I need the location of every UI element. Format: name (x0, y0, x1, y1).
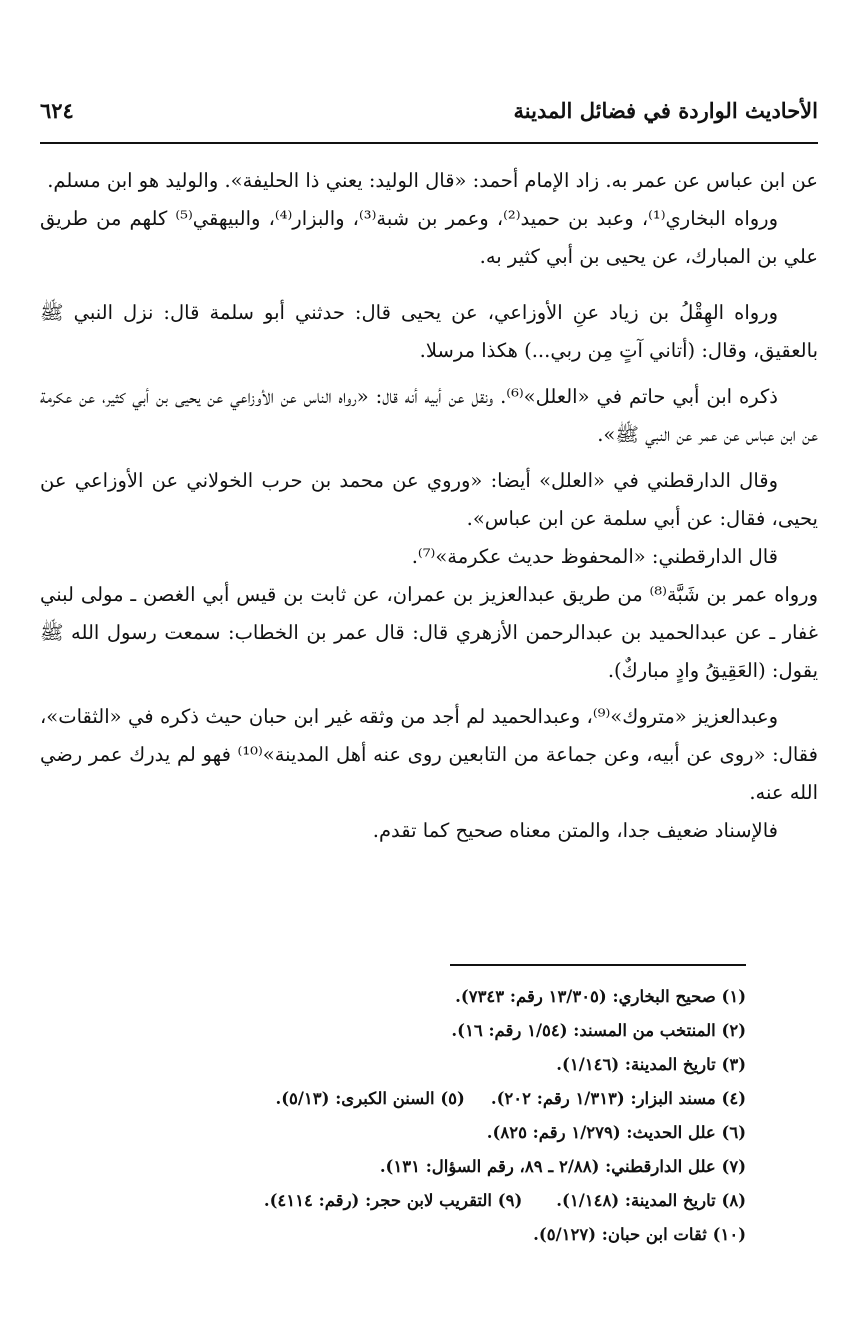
footnote-2: (٢) المنتخب من المسند: (١/٥٤ رقم: ١٦). (451, 1021, 746, 1040)
paragraph-6: قال الدارقطني: «المحفوظ حديث عكرمة»⁽⁷⁾. (411, 545, 778, 568)
paragraph-2: ورواه البخاري⁽¹⁾، وعبد بن حميد⁽²⁾، وعمر بن شبة⁽³⁾، والبزار⁽⁴⁾، والبيهقي⁽⁵⁾ كلهم من طريق علي بن المبارك، عن يحيى بن أبي كثير به. (40, 207, 818, 268)
footnote-row (40, 980, 746, 1014)
page-number: ٦٢٤ (40, 97, 74, 123)
header-rule (40, 142, 818, 144)
footnote-row (40, 1150, 746, 1184)
running-title: الأحاديث الواردة في فضائل المدينة (513, 97, 818, 123)
footnote-5: (٥) السنن الكبرى: (٥/١٣). (275, 1089, 465, 1108)
footnote-rule (450, 964, 746, 966)
paragraph-9: فالإسناد ضعيف جدا، والمتن معناه صحيح كما تقدم. (372, 819, 778, 842)
paragraph-3: ورواه الهِقْلُ بن زياد عنِ الأوزاعي، عن يحيى قال: حدثني أبو سلمة قال: نزل النبي ﷺ بالعقيق، وقال: (أتاني آتٍ مِن ربي...) هكذا مرسلا. (40, 301, 818, 362)
footnote-row (40, 1082, 746, 1116)
paragraph-7: ورواه عمر بن شَبَّة⁽⁸⁾ من طريق عبدالعزيز بن عمران، عن ثابت بن قيس أبي الغصن ـ مولى لبني غفار ـ عن عبدالحميد بن عبدالرحمن الأزهري قال: قال عمر بن الخطاب: سمعت رسول الله ﷺ يقول: (العَقِيقُ وادٍ مباركٌ). (40, 583, 818, 682)
footnote-row (40, 1218, 746, 1252)
footnote-row (40, 1184, 746, 1218)
paragraph-5: وقال الدارقطني في «العلل» أيضا: «وروي عن محمد بن حرب الخولاني عن الأوزاعي عن يحيى، فقال: عن أبي سلمة عن ابن عباس». (40, 469, 818, 530)
footnote-10: (١٠) ثقات ابن حبان: (٥/١٢٧). (533, 1225, 746, 1244)
main-text (40, 162, 818, 850)
footnote-4: (٤) مسند البزار: (١/٣١٣ رقم: ٢٠٢). (490, 1089, 746, 1108)
paragraph-4: ذكره ابن أبي حاتم في «العلل»⁽⁶⁾. ونقل عن أبيه أنه قال: «رواه الناس عن الأوزاعي عن يحيى بن أبي كثير، عن عكرمة عن ابن عباس عن عمر عن النبي ﷺ». (40, 385, 818, 446)
footnote-9: (٩) التقريب لابن حجر: (رقم: ٤١١٤). (263, 1191, 523, 1210)
footnote-row (40, 1116, 746, 1150)
footnote-8: (٨) تاريخ المدينة: (١/١٤٨). (556, 1191, 746, 1210)
footnote-row (40, 1014, 746, 1048)
footnote-7: (٧) علل الدارقطني: (٢/٨٨ ـ ٨٩، رقم السؤال: ١٣١). (379, 1157, 746, 1176)
paragraph-1: عن ابن عباس عن عمر به. زاد الإمام أحمد: «قال الوليد: يعني ذا الحليفة». والوليد هو ابن مسلم. (47, 169, 818, 192)
footnotes (40, 980, 746, 1252)
footnote-3: (٣) تاريخ المدينة: (١/١٤٦). (556, 1055, 746, 1074)
footnote-row (40, 1048, 746, 1082)
page-header (40, 90, 818, 130)
footnote-1: (١) صحيح البخاري: (١٣/٣٠٥ رقم: ٧٣٤٣). (455, 987, 746, 1006)
paragraph-8: وعبدالعزيز «متروك»⁽⁹⁾، وعبدالحميد لم أجد من وثقه غير ابن حبان حيث ذكره في «الثقات»، فقال: «روى عن أبيه، وعن جماعة من التابعين روى عنه أهل المدينة»⁽¹⁰⁾ فهو لم يدرك عمر رضي الله عنه. (40, 705, 818, 804)
footnote-6: (٦) علل الحديث: (١/٢٧٩ رقم: ٨٢٥). (486, 1123, 746, 1142)
